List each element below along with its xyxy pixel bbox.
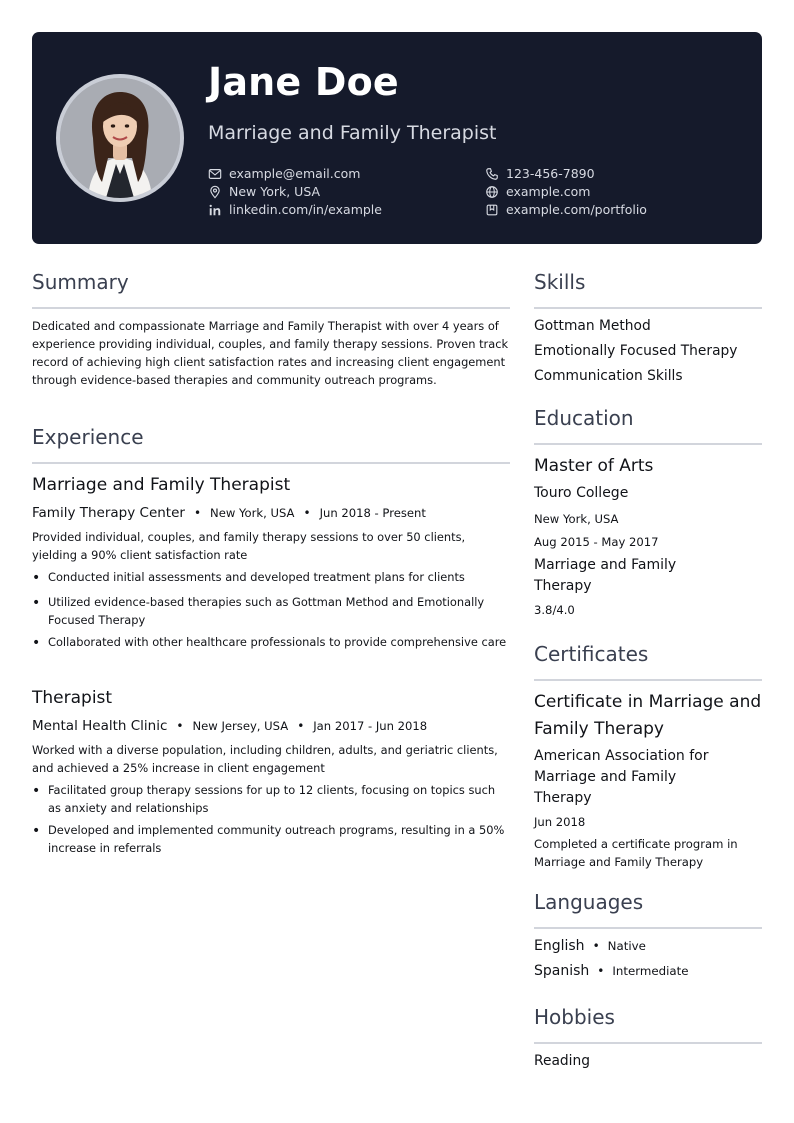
job-bullet-text: Conducted initial assessments and developed treatment plans for clients <box>48 570 465 584</box>
certificate-description: Completed a certificate program in Marriage and Family Therapy <box>534 837 738 869</box>
education-heading: Education <box>534 406 634 430</box>
bullet-dot: • <box>32 823 41 839</box>
phone-icon <box>485 167 499 181</box>
separator-dot: • <box>176 719 184 733</box>
skill-item: Gottman Method <box>534 318 651 334</box>
job-dates: Jun 2018 - Present <box>319 506 426 520</box>
experience-heading: Experience <box>32 425 144 449</box>
bullet-dot: • <box>32 570 41 586</box>
portfolio-icon <box>485 203 499 217</box>
contact-linkedin-text: linkedin.com/in/example <box>229 202 382 217</box>
education-degree: Master of Arts <box>534 456 654 476</box>
job-company: Family Therapy Center <box>32 505 185 521</box>
hobbies-divider <box>534 1042 762 1044</box>
language-name: Spanish <box>534 963 590 979</box>
separator-dot: • <box>597 964 605 978</box>
bullet-dot: • <box>32 595 41 611</box>
profile-photo <box>56 74 184 202</box>
job-meta <box>32 505 426 521</box>
education-dates: Aug 2015 - May 2017 <box>534 535 659 549</box>
certificate-date: Jun 2018 <box>534 815 586 829</box>
skills-heading: Skills <box>534 270 586 294</box>
education-field: Marriage and Family Therapy <box>534 557 677 594</box>
experience-divider <box>32 462 510 464</box>
contact-portfolio[interactable] <box>485 201 647 218</box>
mail-icon <box>208 167 222 181</box>
candidate-title: Marriage and Family Therapist <box>208 122 497 144</box>
hobbies-heading: Hobbies <box>534 1005 615 1029</box>
contact-email[interactable] <box>208 165 360 182</box>
bullet-dot: • <box>32 635 41 651</box>
education-location: New York, USA <box>534 512 619 526</box>
languages-heading: Languages <box>534 890 644 914</box>
certificates-heading: Certificates <box>534 642 649 666</box>
hobby-item: Reading <box>534 1053 591 1069</box>
summary-heading: Summary <box>32 270 129 294</box>
education-school: Touro College <box>534 485 629 501</box>
job-title: Marriage and Family Therapist <box>32 475 291 495</box>
profile-photo-image <box>60 78 180 198</box>
certificate-issuer: American Association for Marriage and Family Therapy <box>534 748 709 806</box>
resume-header <box>32 32 762 244</box>
separator-dot: • <box>193 506 202 520</box>
skill-item: Emotionally Focused Therapy <box>534 343 738 359</box>
language-level: Native <box>607 939 646 953</box>
contact-email-text: example@email.com <box>229 166 361 181</box>
skill-item: Communication Skills <box>534 368 683 384</box>
contact-location-text: New York, USA <box>229 184 321 199</box>
contact-website[interactable] <box>485 183 590 200</box>
linkedin-icon <box>208 203 222 217</box>
contact-phone-text: 123-456-7890 <box>506 166 595 181</box>
skills-divider <box>534 307 762 309</box>
contact-website-text: example.com <box>506 184 591 199</box>
job-company: Mental Health Clinic <box>32 718 168 734</box>
summary-text: Dedicated and compassionate Marriage and Family Therapist with over 4 years of experience providing individual, couples, and family therapy sessions. Proven track record of achieving high client satisfaction rates and increasing client engagement through evidence-based therapies and community outreach programs. <box>32 319 509 387</box>
job-location: New Jersey, USA <box>192 719 289 733</box>
contact-location <box>208 183 320 200</box>
certificates-divider <box>534 679 762 681</box>
contact-portfolio-text: example.com/portfolio <box>506 202 647 217</box>
summary-divider <box>32 307 510 309</box>
job-bullet-text: Collaborated with other healthcare professionals to provide comprehensive care <box>48 635 507 649</box>
certificate-name: Certificate in Marriage and Family Therapy <box>534 692 762 739</box>
job-meta <box>32 718 427 734</box>
globe-icon <box>485 185 499 199</box>
location-pin-icon <box>208 185 222 199</box>
education-divider <box>534 443 762 445</box>
language-item <box>534 963 689 979</box>
job-bullet-text: Utilized evidence-based therapies such as Gottman Method and Emotionally Focused Therapy <box>48 595 485 627</box>
candidate-name: Jane Doe <box>208 60 399 104</box>
language-item <box>534 938 646 954</box>
bullet-dot: • <box>32 783 41 799</box>
job-bullet-text: Facilitated group therapy sessions for up to 12 clients, focusing on topics such as anxiety and relationships <box>48 783 496 815</box>
job-bullet-text: Developed and implemented community outreach programs, resulting in a 50% increase in referrals <box>48 823 505 855</box>
contact-linkedin[interactable] <box>208 201 382 218</box>
job-dates: Jan 2017 - Jun 2018 <box>313 719 428 733</box>
separator-dot: • <box>297 719 305 733</box>
separator-dot: • <box>303 506 311 520</box>
job-description: Provided individual, couples, and family therapy sessions to over 50 clients, yielding a 90% client satisfaction rate <box>32 530 466 562</box>
contact-phone[interactable] <box>485 165 595 182</box>
job-title: Therapist <box>32 688 113 708</box>
language-level: Intermediate <box>612 964 689 978</box>
job-location: New York, USA <box>210 506 295 520</box>
languages-divider <box>534 927 762 929</box>
job-description: Worked with a diverse population, including children, adults, and geriatric clients, and achieved a 25% increase in client engagement <box>32 743 498 775</box>
language-name: English <box>534 938 585 954</box>
education-gpa: 3.8/4.0 <box>534 603 575 617</box>
separator-dot: • <box>592 939 600 953</box>
